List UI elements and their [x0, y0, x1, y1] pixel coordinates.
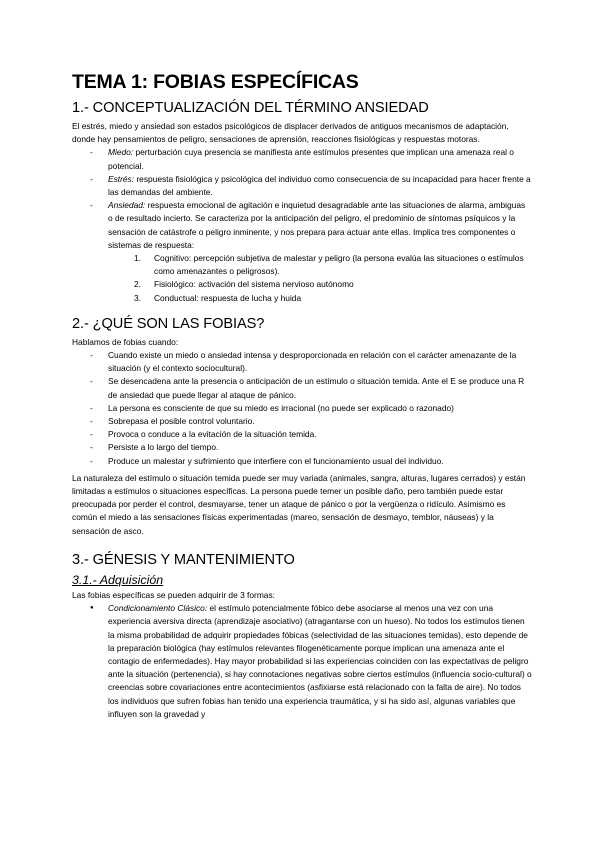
section-1-intro: El estrés, miedo y ansiedad son estados psicológicos de displacer derivados de antiguos mecanismos de adaptación, donde hay pensamientos de peligro, sensaciones de aprensión, reacciones fisiológicas y respuestas motoras. — [72, 121, 509, 145]
definition-term: Estrés: — [108, 173, 135, 184]
anxiety-components-list — [72, 252, 532, 305]
section-2-intro: Hablamos de fobias cuando: — [72, 336, 179, 347]
definition-ansiedad — [72, 199, 532, 252]
document-body — [72, 70, 532, 721]
section-1-definitions — [72, 146, 532, 252]
definition-text: respuesta fisiológica y psicológica del individuo como consecuencia de su incapacidad para hacer frente a las demandas del ambiente. — [108, 173, 531, 198]
phobia-criteria-list — [72, 349, 532, 468]
definition-miedo — [72, 146, 532, 172]
criteria-item: - Sobrepasa el posible control voluntario. — [72, 415, 532, 428]
subsection-heading: 3.1.- Adquisición — [72, 572, 164, 587]
component-item — [72, 278, 532, 291]
component-text: Fisiológico: activación del sistema nervioso autónomo — [154, 279, 354, 290]
component-item — [72, 252, 532, 278]
criteria-item: - Provoca o conduce a la evitación de la situación temida. — [72, 428, 532, 441]
definition-text: perturbación cuya presencia se manifiesta ante estímulos presentes que implican una amenaza real o potencial. — [108, 147, 514, 171]
component-text: Conductual: respuesta de lucha y huida — [154, 292, 302, 303]
definition-estres — [72, 173, 532, 199]
component-item — [72, 292, 532, 305]
acquisition-term: Condicionamiento Clásico: — [108, 603, 208, 614]
component-number: 3. — [134, 292, 141, 303]
section-3-intro: Las fobias específicas se pueden adquirir de 3 formas: — [72, 589, 275, 600]
criteria-item: - La persona es consciente de que su miedo es irracional (no puede ser explicado o razonado) — [72, 402, 532, 415]
acquisition-text: el estímulo potencialmente fóbico debe asociarse al menos una vez con una experiencia aversiva directa (aprendizaje asociativo) (atragantarse con un hueso). No todos los estímulos tienen la misma probabilidad de adquirir propiedades fóbicas (selectividad de las situaciones temidas), esto depende de la preparación biológica (hay estímulos relevantes filogenéticamente porque implican una amenaza ante el contagio de enfermedades). Hay mayor probabilidad si las experiencias coinciden con las expectativas de peligro ante la situación (pertenencia), si hay connotaciones negativas sobre ciertos estímulos (influencia socio-cultural) o creencias sobre covariaciones entre acontecimientos (asfixiarse está relacionado con la falta de aire). No todos los individuos que sufren fobias han tenido una experiencia traumática, y si ha sido así, algunas variables que influyen son la gravedad y — [108, 603, 532, 719]
component-number: 2. — [134, 279, 141, 290]
section-2-paragraph: La naturaleza del estímulo o situación temida puede ser muy variada (animales, sangra, alturas, lugares cerrados) y están limitadas a estímulos o situaciones específicas. La persona puede temer un posible daño, pero también puede estar preocupada por perder el control, desmayarse, tener un ataque de pánico o por la vergüenza o ridículo. Asimismo es común el miedo a las sensaciones físicas experimentadas (mareo, sensación de desmayo, temblor, náuseas) y la sensación de asco. — [72, 472, 526, 536]
section-1-heading: 1.- CONCEPTUALIZACIÓN DEL TÉRMINO ANSIEDAD — [72, 100, 429, 116]
acquisition-list — [72, 602, 532, 721]
acquisition-item — [72, 602, 532, 721]
criteria-item: - Produce un malestar y sufrimiento que interfiere con el funcionamiento usual del individuo. — [72, 455, 532, 468]
component-number: 1. — [134, 253, 141, 264]
definition-text: respuesta emocional de agitación e inquietud desagradable ante las situaciones de alarma, ambiguas o de resultado incierto. Se caracteriza por la anticipación del peligro, el predominio de síntomas psíquicos y la sensación de catástrofe o peligro inminente, y nos prepara para actuar ante ellas. Implica tres componentes o sistemas de respuesta: — [108, 200, 526, 250]
criteria-item: - Persiste a lo largo del tiempo. — [72, 441, 532, 454]
section-3-heading: 3.- GÉNESIS Y MANTENIMIENTO — [72, 551, 295, 568]
definition-term: Ansiedad: — [108, 200, 146, 211]
section-2-heading: 2.- ¿QUÉ SON LAS FOBIAS? — [72, 315, 265, 332]
criteria-item: - Se desencadena ante la presencia o anticipación de un estímulo o situación temida. Ante el E se produce una R de ansiedad que puede llegar al ataque de pánico. — [72, 375, 532, 401]
component-text: Cognitivo: percepción subjetiva de malestar y peligro (la persona evalúa las situaciones o estímulos como amenazantes o peligrosos). — [154, 253, 524, 277]
criteria-item: - Cuando existe un miedo o ansiedad intensa y desproporcionada en relación con el carácter amenazante de la situación (y el contexto sociocultural). — [72, 349, 532, 375]
definition-term: Miedo: — [108, 147, 134, 158]
page-title: TEMA 1: FOBIAS ESPECÍFICAS — [72, 71, 359, 93]
